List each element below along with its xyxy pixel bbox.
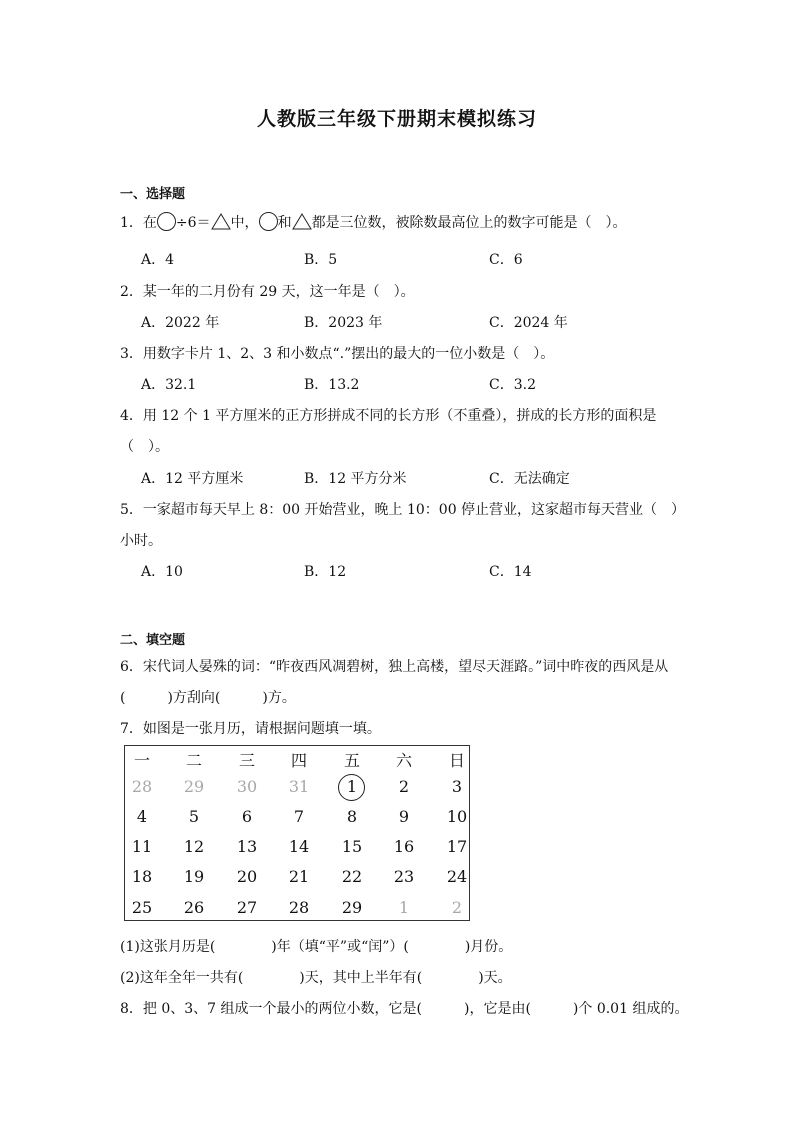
calendar-day: 18 xyxy=(131,867,153,886)
calendar-day: 12 xyxy=(183,837,205,856)
calendar-day: 10 xyxy=(446,807,468,826)
calendar-day: 7 xyxy=(293,807,305,826)
calendar-day: 29 xyxy=(183,777,205,796)
calendar-day: 21 xyxy=(288,867,310,886)
question-5-line-1: 5．一家超市每天早上 8：00 开始营业，晚上 10：00 停止营业，这家超市每天营业（ ） xyxy=(120,502,686,518)
calendar-day: 4 xyxy=(136,807,148,826)
q3-option-b[interactable]: B．13.2 xyxy=(304,377,360,393)
calendar-day: 25 xyxy=(131,898,153,917)
calendar-day: 11 xyxy=(131,837,153,856)
calendar-day: 30 xyxy=(236,777,258,796)
calendar-weekday: 一 xyxy=(133,751,150,770)
calendar-day: 19 xyxy=(183,867,205,886)
calendar-day: 26 xyxy=(183,898,205,917)
q3-option-c[interactable]: C．3.2 xyxy=(489,377,536,393)
section-heading-choice: 一、选择题 xyxy=(120,187,186,202)
question-4-line-2: （ ）。 xyxy=(120,439,169,455)
circle-icon xyxy=(259,212,278,231)
calendar-day: 27 xyxy=(236,898,258,917)
question-3: 3．用数字卡片 1、2、3 和小数点“.”摆出的最大的一位小数是（ ）。 xyxy=(120,346,555,362)
calendar-weekday: 二 xyxy=(185,751,202,770)
q5-option-a[interactable]: A．10 xyxy=(141,564,183,580)
q2-option-a[interactable]: A．2022 年 xyxy=(141,315,220,331)
q1-suffix: 都是三位数，被除数最高位上的数字可能是（ ）。 xyxy=(311,215,627,231)
calendar-day: 22 xyxy=(341,867,363,886)
calendar-day: 1 xyxy=(398,898,410,917)
calendar-day: 23 xyxy=(393,867,415,886)
calendar-day: 17 xyxy=(446,837,468,856)
question-7-sub-2: (2)这年全年一共有( )天，其中上半年有( )天。 xyxy=(120,970,512,986)
q2-option-b[interactable]: B．2023 年 xyxy=(304,315,383,331)
question-8: 8．把 0、3、7 组成一个最小的两位小数，它是( )，它是由( )个 0.01 组成的。 xyxy=(120,1001,689,1017)
q2-option-c[interactable]: C．2024 年 xyxy=(489,315,568,331)
calendar-day: 24 xyxy=(446,867,468,886)
calendar-day: 31 xyxy=(288,777,310,796)
calendar-day: 1 xyxy=(346,777,358,796)
calendar-day: 28 xyxy=(131,777,153,796)
q5-option-c[interactable]: C．14 xyxy=(489,564,532,580)
calendar-weekday: 日 xyxy=(448,751,465,770)
q1-and: 和 xyxy=(277,215,292,231)
q1-middle: 中， xyxy=(230,215,259,231)
section-heading-fill: 二、填空题 xyxy=(120,633,186,648)
circle-icon xyxy=(157,212,176,231)
calendar-day: 6 xyxy=(241,807,253,826)
calendar-day: 29 xyxy=(341,898,363,917)
calendar-day: 8 xyxy=(346,807,358,826)
calendar-circle-mark xyxy=(338,774,365,801)
calendar-weekday: 三 xyxy=(238,751,255,770)
q1-prefix: 1．在 xyxy=(120,215,157,231)
calendar-day: 2 xyxy=(398,777,410,796)
calendar-day: 14 xyxy=(288,837,310,856)
calendar-day: 3 xyxy=(451,777,463,796)
calendar-table xyxy=(124,745,470,921)
triangle-icon xyxy=(292,213,312,230)
calendar-weekday: 四 xyxy=(290,751,307,770)
triangle-icon xyxy=(211,213,231,230)
calendar-day: 15 xyxy=(341,837,363,856)
calendar-day: 2 xyxy=(451,898,463,917)
question-7: 7．如图是一张月历，请根据问题填一填。 xyxy=(120,721,381,737)
q1-option-a[interactable]: A．4 xyxy=(141,252,175,268)
calendar-day: 13 xyxy=(236,837,258,856)
q4-option-c[interactable]: C．无法确定 xyxy=(489,471,570,487)
calendar-day: 20 xyxy=(236,867,258,886)
q1-option-b[interactable]: B．5 xyxy=(304,252,338,268)
question-4-line-1: 4．用 12 个 1 平方厘米的正方形拼成不同的长方形（不重叠），拼成的长方形的面积是 xyxy=(120,408,657,424)
calendar-day: 9 xyxy=(398,807,410,826)
calendar-day: 16 xyxy=(393,837,415,856)
calendar-weekday: 六 xyxy=(395,751,412,770)
q3-option-a[interactable]: A．32.1 xyxy=(141,377,197,393)
q1-divide: ÷6＝ xyxy=(175,215,211,231)
question-7-sub-1: (1)这张月历是( )年（填“平”或“闰”）( )月份。 xyxy=(120,939,513,955)
question-1 xyxy=(120,212,627,232)
question-6-line-2: ( )方刮向( )方。 xyxy=(120,690,296,706)
q4-option-a[interactable]: A．12 平方厘米 xyxy=(141,471,244,487)
q5-option-b[interactable]: B．12 xyxy=(304,564,347,580)
calendar-day: 5 xyxy=(188,807,200,826)
question-6-line-1: 6．宋代词人晏殊的词：“昨夜西风凋碧树，独上高楼，望尽天涯路。”词中昨夜的西风是从 xyxy=(120,659,669,675)
q1-option-c[interactable]: C．6 xyxy=(489,252,523,268)
calendar-day: 28 xyxy=(288,898,310,917)
calendar-weekday: 五 xyxy=(343,751,360,770)
q4-option-b[interactable]: B．12 平方分米 xyxy=(304,471,407,487)
page-title: 人教版三年级下册期末模拟练习 xyxy=(256,108,537,130)
question-5-line-2: 小时。 xyxy=(120,533,162,549)
question-2: 2．某一年的二月份有 29 天，这一年是（ ）。 xyxy=(120,284,415,300)
